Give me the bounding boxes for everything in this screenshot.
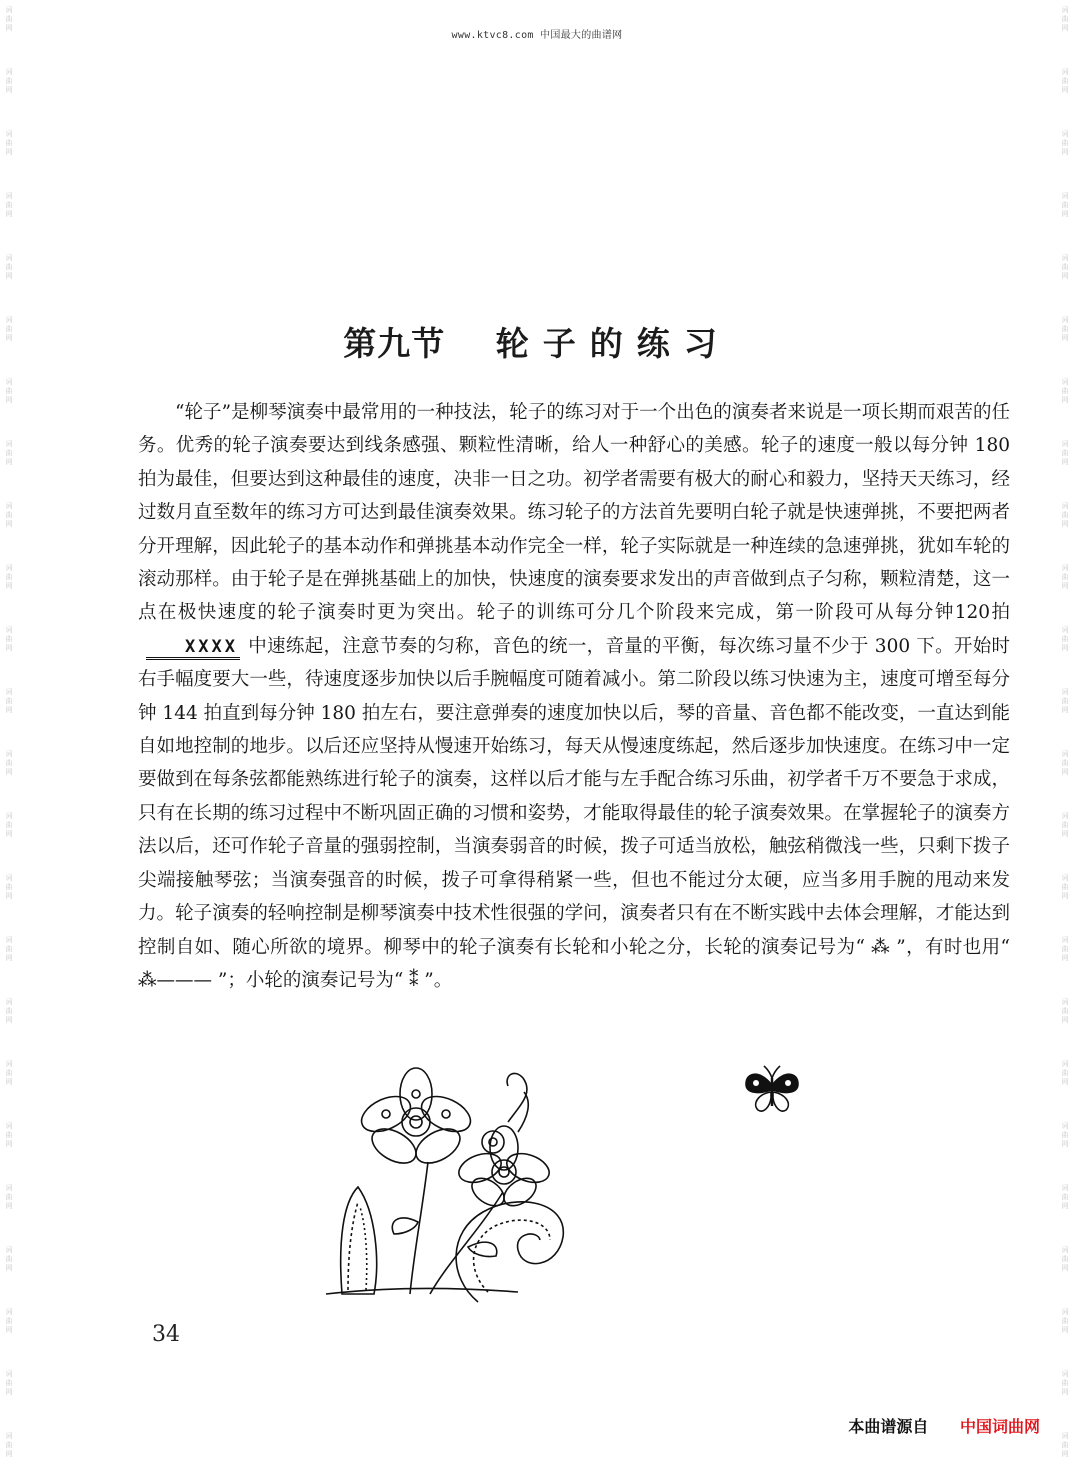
watermark-mark: 词 曲 网 bbox=[1061, 998, 1069, 1024]
watermark-mark: 词 曲 网 bbox=[5, 688, 13, 714]
watermark-mark: 词 曲 网 bbox=[5, 564, 13, 590]
body-text-part-2: 中速练起，注意节奏的匀称，音色的统一，音量的平衡，每次练习量不少于 300 下。开始时右手幅度要大一些，待速度逐步加快以后手腕幅度可随着减小。第二阶段以练习快速为主，速度可增至每分钟 144 拍直到每分钟 180 拍左右，要注意弹奏的速度加快以后，琴的音量、音色都不能改变，一直达到能自如地控制的地步。以后还应坚持从慢速开始练习，每天从慢速度练起，然后逐步加快速度。在练习中一定要做到在每条弦都能熟练进行轮子的演奏，这样以后才能与左手配合练习乐曲，初学者千万不要急于求成，只有在长期的练习过程中不断巩固正确的习惯和姿势，才能取得最佳的轮子演奏效果。在掌握轮子的演奏方法以后，还可作轮子音量的强弱控制，当演奏弱音的时候，拨子可适当放松，触弦稍微浅一些，只剩下拨子尖端接触琴弦；当演奏强音的时候，拨子可拿得稍紧一些，但也不能过分太硬，应当多用手腕的甩动来发力。轮子演奏的轻响控制是柳琴演奏中技术性很强的学问，演奏者只有在不断实践中去体会理解，才能达到控制自如、随心所欲的境界。柳琴中的轮子演奏有长轮和小轮之分，长轮的演奏记号为“ ⁂ ”，有时也用“ ⁂——— ”；小轮的演奏记号为“ ⁑ ”。 bbox=[138, 635, 1010, 991]
watermark-mark: 词 曲 网 bbox=[5, 440, 13, 466]
watermark-mark: 词 曲 网 bbox=[1061, 130, 1069, 156]
watermark-mark: 词 曲 网 bbox=[1061, 254, 1069, 280]
page-header-site: www.ktvc8.com 中国最大的曲谱网 bbox=[451, 30, 623, 41]
watermark-mark: 词 曲 网 bbox=[1061, 812, 1069, 838]
watermark-mark: 词 曲 网 bbox=[5, 1432, 13, 1458]
rhythm-notation: XXXX bbox=[146, 638, 240, 660]
section-title: 轮子的练习 bbox=[495, 324, 731, 363]
watermark-mark: 词 曲 网 bbox=[1061, 1184, 1069, 1210]
watermark-mark: 词 曲 网 bbox=[1061, 1432, 1069, 1458]
watermark-mark: 词 曲 网 bbox=[5, 1184, 13, 1210]
watermark-mark: 词 曲 网 bbox=[1061, 502, 1069, 528]
watermark-mark: 词 曲 网 bbox=[5, 1060, 13, 1086]
watermark-mark: 词 曲 网 bbox=[5, 192, 13, 218]
watermark-mark: 词 曲 网 bbox=[5, 936, 13, 962]
footer-source-label: 本曲谱源自 bbox=[848, 1417, 929, 1436]
watermark-mark: 词 曲 网 bbox=[5, 874, 13, 900]
watermark-mark: 词 曲 网 bbox=[1061, 68, 1069, 94]
watermark-mark: 词 曲 网 bbox=[1061, 750, 1069, 776]
section-heading bbox=[0, 318, 1074, 365]
watermark-mark: 词 曲 网 bbox=[1061, 316, 1069, 342]
watermark-mark: 词 曲 网 bbox=[5, 130, 13, 156]
watermark-mark: 词 曲 网 bbox=[5, 1246, 13, 1272]
watermark-mark: 词 曲 网 bbox=[5, 68, 13, 94]
watermark-mark: 词 曲 网 bbox=[1061, 1308, 1069, 1334]
watermark-mark: 词 曲 网 bbox=[1061, 440, 1069, 466]
watermark-mark: 词 曲 网 bbox=[5, 626, 13, 652]
watermark-mark: 词 曲 网 bbox=[5, 6, 13, 32]
watermark-mark: 词 曲 网 bbox=[1061, 874, 1069, 900]
watermark-mark: 词 曲 网 bbox=[5, 1370, 13, 1396]
watermark-mark: 词 曲 网 bbox=[5, 750, 13, 776]
watermark-mark: 词 曲 网 bbox=[5, 998, 13, 1024]
right-side-watermark bbox=[1058, 0, 1072, 1465]
body-text-part-1: “轮子”是柳琴演奏中最常用的一种技法，轮子的练习对于一个出色的演奏者来说是一项长期而艰苦的任务。优秀的轮子演奏要达到线条感强、颗粒性清晰，给人一种舒心的美感。轮子的速度一般以每分钟 180 拍为最佳，但要达到这种最佳的速度，决非一日之功。初学者需要有极大的耐心和毅力，坚持天天练习，经过数月直至数年的练习方可达到最佳演奏效果。练习轮子的方法首先要明白轮子就是快速弹挑，不要把两者分开理解，因此轮子的基本动作和弹挑基本动作完全一样，轮子实际就是一种连续的急速弹挑，犹如车轮的滚动那样。由于轮子是在弹挑基础上的加快，快速度的演奏要求发出的声音做到点子匀称，颗粒清楚，这一点在极快速度的轮子演奏时更为突出。轮子的训练可分几个阶段来完成，第一阶段可从每分钟120拍 bbox=[138, 402, 1010, 624]
watermark-mark: 词 曲 网 bbox=[1061, 1122, 1069, 1148]
left-side-watermark bbox=[2, 0, 16, 1465]
butterfly-illustration bbox=[742, 1064, 802, 1116]
section-number: 第九节 bbox=[343, 324, 446, 363]
watermark-mark: 词 曲 网 bbox=[5, 316, 13, 342]
watermark-mark: 词 曲 网 bbox=[1061, 564, 1069, 590]
watermark-mark: 词 曲 网 bbox=[1061, 936, 1069, 962]
watermark-mark: 词 曲 网 bbox=[1061, 1246, 1069, 1272]
watermark-mark: 词 曲 网 bbox=[1061, 688, 1069, 714]
watermark-mark: 词 曲 网 bbox=[5, 378, 13, 404]
watermark-mark: 词 曲 网 bbox=[1061, 192, 1069, 218]
watermark-mark: 词 曲 网 bbox=[1061, 626, 1069, 652]
watermark-mark: 词 曲 网 bbox=[5, 1122, 13, 1148]
watermark-mark: 词 曲 网 bbox=[5, 502, 13, 528]
footer-source bbox=[848, 1414, 1040, 1437]
watermark-mark: 词 曲 网 bbox=[5, 254, 13, 280]
body-paragraph bbox=[138, 396, 1010, 997]
watermark-mark: 词 曲 网 bbox=[5, 1308, 13, 1334]
watermark-mark: 词 曲 网 bbox=[1061, 1370, 1069, 1396]
page-number: 34 bbox=[152, 1322, 180, 1347]
watermark-mark: 词 曲 网 bbox=[1061, 6, 1069, 32]
watermark-mark: 词 曲 网 bbox=[5, 812, 13, 838]
flower-illustration bbox=[318, 1062, 578, 1310]
watermark-mark: 词 曲 网 bbox=[1061, 378, 1069, 404]
footer-site-link[interactable]: 中国词曲网 bbox=[959, 1417, 1040, 1436]
watermark-mark: 词 曲 网 bbox=[1061, 1060, 1069, 1086]
